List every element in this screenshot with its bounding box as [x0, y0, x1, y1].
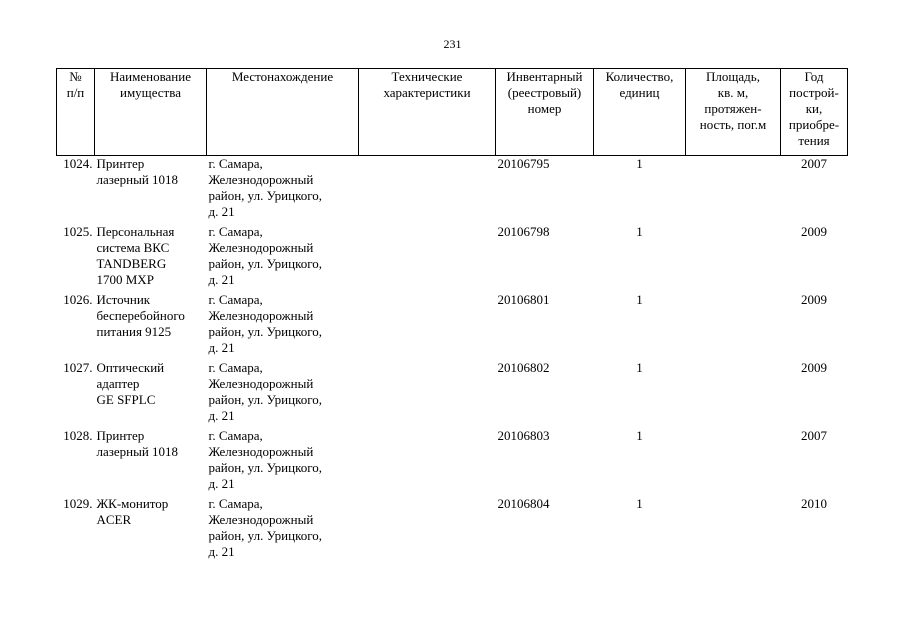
header-inventory: Инвентарный (реестровый) номер: [496, 69, 594, 156]
item-location: г. Самара, Железнодорожный район, ул. Урицкого, д. 21: [208, 428, 322, 491]
header-location: Местонахождение: [207, 69, 359, 156]
item-location: г. Самара, Железнодорожный район, ул. Урицкого, д. 21: [208, 156, 322, 219]
item-year: 2009: [801, 292, 827, 307]
item-year: 2009: [801, 360, 827, 375]
item-quantity: 1: [636, 360, 643, 375]
item-inventory: 20106801: [497, 292, 550, 307]
item-name: Принтер лазерный 1018: [96, 156, 179, 187]
header-name: Наименование имущества: [95, 69, 207, 156]
item-year: 2007: [801, 156, 827, 171]
item-technical: [359, 496, 496, 564]
table-row: [57, 428, 848, 496]
header-area: Площадь, кв. м, протяжен- ность, пог.м: [686, 69, 781, 156]
item-location: г. Самара, Железнодорожный район, ул. Урицкого, д. 21: [208, 360, 322, 423]
item-area: [686, 428, 781, 496]
item-technical: [359, 428, 496, 496]
item-location: г. Самара, Железнодорожный район, ул. Урицкого, д. 21: [208, 224, 322, 287]
row-number: 1027.: [63, 360, 93, 375]
item-inventory: 20106795: [497, 156, 550, 171]
header-year: Год построй- ки, приобре- тения: [781, 69, 848, 156]
row-number: 1029.: [63, 496, 93, 511]
item-technical: [359, 360, 496, 428]
item-name: Персональная система ВКС TANDBERG 1700 MXP: [96, 224, 175, 287]
item-name: ЖК-монитор ACER: [96, 496, 169, 527]
item-area: [686, 224, 781, 292]
table-row: [57, 224, 848, 292]
table-row: [57, 360, 848, 428]
item-inventory: 20106798: [497, 224, 550, 239]
item-area: [686, 156, 781, 225]
row-number: 1026.: [63, 292, 93, 307]
item-inventory: 20106803: [497, 428, 550, 443]
item-quantity: 1: [636, 292, 643, 307]
item-name: Принтер лазерный 1018: [96, 428, 179, 459]
table-row: [57, 156, 848, 225]
property-register-table: [56, 68, 848, 564]
item-area: [686, 292, 781, 360]
item-technical: [359, 156, 496, 225]
row-number: 1025.: [63, 224, 93, 239]
table-row: [57, 496, 848, 564]
row-number: 1024.: [63, 156, 93, 171]
item-quantity: 1: [636, 224, 643, 239]
item-technical: [359, 292, 496, 360]
row-number: 1028.: [63, 428, 93, 443]
item-area: [686, 360, 781, 428]
item-quantity: 1: [636, 428, 643, 443]
item-year: 2009: [801, 224, 827, 239]
item-inventory: 20106802: [497, 360, 550, 375]
header-technical: Технические характеристики: [359, 69, 496, 156]
item-area: [686, 496, 781, 564]
item-quantity: 1: [636, 156, 643, 171]
item-location: г. Самара, Железнодорожный район, ул. Урицкого, д. 21: [208, 292, 322, 355]
table-header-row: [57, 69, 848, 156]
item-year: 2010: [801, 496, 827, 511]
item-name: Оптический адаптер GE SFPLC: [96, 360, 165, 407]
item-technical: [359, 224, 496, 292]
item-location: г. Самара, Железнодорожный район, ул. Урицкого, д. 21: [208, 496, 322, 559]
table-row: [57, 292, 848, 360]
page-number: 231: [443, 37, 462, 51]
header-quantity: Количество, единиц: [594, 69, 686, 156]
item-name: Источник бесперебойного питания 9125: [96, 292, 185, 339]
header-number: № п/п: [57, 69, 95, 156]
item-year: 2007: [801, 428, 827, 443]
item-quantity: 1: [636, 496, 643, 511]
item-inventory: 20106804: [497, 496, 550, 511]
